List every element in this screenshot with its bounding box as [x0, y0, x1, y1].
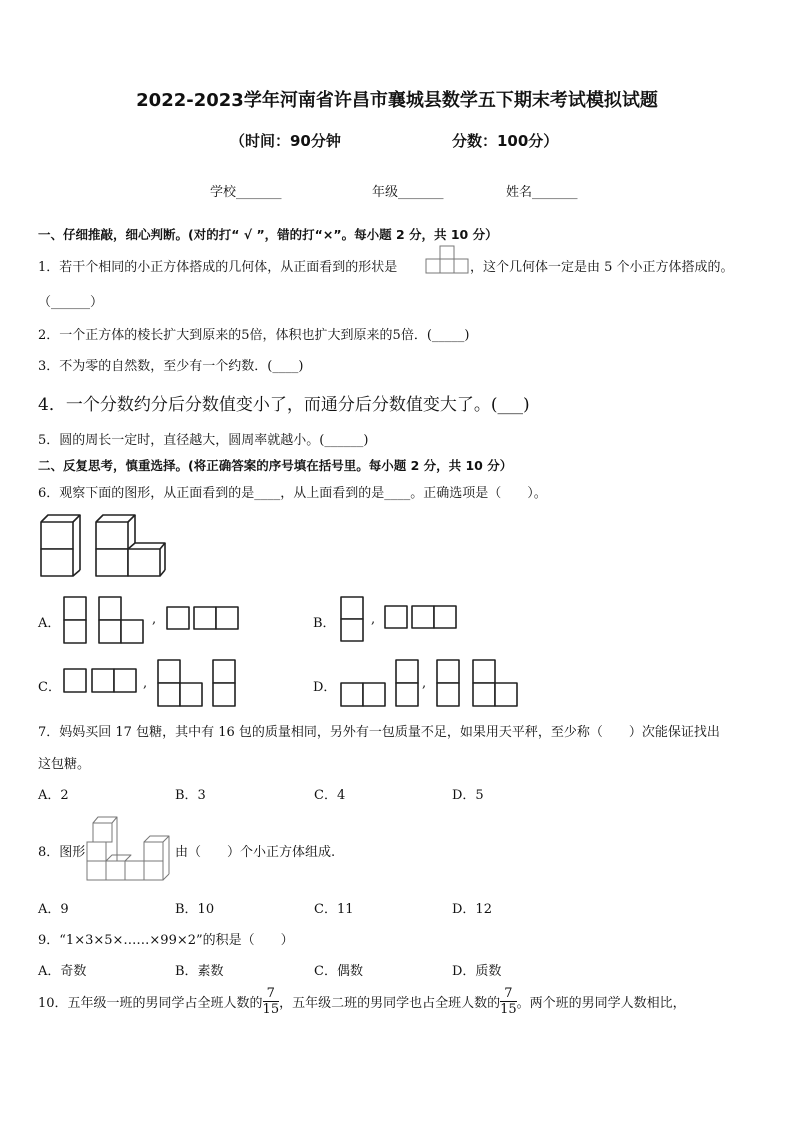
- q1-front-view-figure: [425, 250, 469, 276]
- question-8-text-a: 8．图形: [38, 845, 86, 860]
- fraction-denominator: 15: [262, 1002, 280, 1017]
- q6-option-c-figure: [63, 659, 243, 707]
- q6-option-c-label: C．: [38, 680, 61, 695]
- q6-option-b-figure: [340, 596, 462, 644]
- question-1-blank: （______）: [38, 295, 104, 310]
- question-10: [38, 986, 686, 1017]
- question-1-text-b: ，这个几何体一定是由 5 个小正方体搭成的。: [470, 260, 734, 275]
- question-2: 2．一个正方体的棱长扩大到原来的5倍，体积也扩大到原来的5倍．(_____): [38, 328, 470, 343]
- section-1-heading: 一、仔细推敲，细心判断。(对的打“ √ ”，错的打“×”。每小题 2 分，共 10 分）: [38, 227, 498, 242]
- school-field: 学校_______: [210, 185, 282, 200]
- question-10-text-a: 10．五年级一班的男同学占全班人数的: [38, 996, 263, 1011]
- page-title: 2022-2023学年河南省许昌市襄城县数学五下期末考试模拟试题: [136, 90, 658, 111]
- q9-option-d: D．质数: [452, 964, 502, 979]
- q9-option-c: C．偶数: [314, 964, 363, 979]
- q6-option-b-sep: ,: [371, 612, 376, 627]
- question-6-text: 6．观察下面的图形，从正面看到的是____，从上面看到的是____。正确选项是（ ）。: [38, 486, 547, 501]
- q8-option-b: B．10: [175, 902, 215, 917]
- q9-option-b: B．素数: [175, 964, 224, 979]
- grade-field: 年级_______: [372, 185, 444, 200]
- q6-option-d-figure: [340, 659, 522, 707]
- question-3: 3．不为零的自然数，至少有一个约数．(____): [38, 359, 304, 374]
- name-field: 姓名_______: [506, 185, 578, 200]
- q6-option-c-sep: ,: [143, 676, 148, 691]
- q6-solid-figure: [40, 513, 165, 579]
- question-7-text-line1: 7．妈妈买回 17 包糖，其中有 16 包的质量相同，另外有一包质量不足，如果用天平秤，至少称（ ）次能保证找出: [38, 725, 720, 740]
- q6-option-b-label: B．: [313, 616, 336, 631]
- q6-option-d-label: D．: [313, 680, 337, 695]
- q7-option-c: C．4: [314, 788, 346, 803]
- question-5: 5．圆的周长一定时，直径越大，圆周率就越小。(______): [38, 433, 369, 448]
- section-2-heading: 二、反复思考，慎重选择。(将正确答案的序号填在括号里。每小题 2 分，共 10 分）: [38, 458, 513, 473]
- question-10-text-c: 。两个班的男同学人数相比，: [516, 996, 686, 1011]
- fraction-denominator: 15: [500, 1002, 517, 1017]
- q6-option-a-label: A．: [38, 616, 61, 631]
- q8-cube-figure: [86, 813, 178, 883]
- exam-time: （时间：90分钟: [230, 132, 341, 150]
- fraction-numerator: 7: [504, 986, 513, 1001]
- q7-option-a: A．2: [38, 788, 69, 803]
- q8-option-d: D．12: [452, 902, 492, 917]
- q8-option-c: C．11: [314, 902, 354, 917]
- q6-option-a-sep: ,: [152, 612, 157, 627]
- fraction-numerator: 7: [266, 986, 275, 1001]
- q6-option-d-sep: ,: [422, 676, 427, 691]
- question-4: 4．一个分数约分后分数值变小了，而通分后分数值变大了。(___): [38, 395, 530, 415]
- exam-score: 分数：100分）: [452, 132, 559, 150]
- q9-option-a: A．奇数: [38, 964, 87, 979]
- fraction-7-15-a: [263, 986, 280, 1017]
- q7-option-b: B．3: [175, 788, 206, 803]
- question-9-text: 9．“1×3×5×……×99×2”的积是（ ）: [38, 933, 294, 948]
- question-8-text-b: 由（ ）个小正方体组成.: [175, 845, 336, 860]
- fraction-7-15-b: [500, 986, 517, 1017]
- q8-option-a: A．9: [38, 902, 69, 917]
- question-1-text-a: 1．若干个相同的小正方体搭成的几何体，从正面看到的形状是: [38, 260, 398, 275]
- question-7-text-line2: 这包糖。: [38, 757, 91, 772]
- question-10-text-b: ，五年级二班的男同学也占全班人数的: [279, 996, 501, 1011]
- q7-option-d: D．5: [452, 788, 484, 803]
